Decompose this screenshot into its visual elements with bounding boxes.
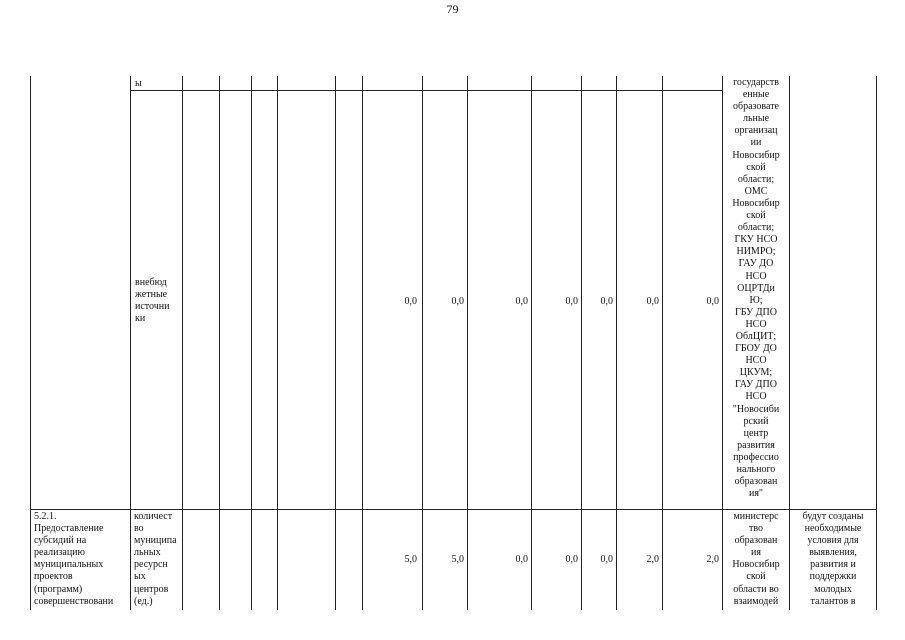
table-vline [251, 76, 252, 610]
value-cell: 2,0 [646, 554, 659, 565]
source-cell-tail: ы [135, 78, 142, 89]
value-cell: 0,0 [565, 296, 578, 307]
table-vline [130, 76, 131, 610]
executors-cell: министерс тво образован ия Новосибир ской области во взаимодей [732, 511, 780, 607]
table-hline [130, 90, 722, 91]
table-vline [182, 76, 183, 610]
value-cell: 0,0 [515, 554, 528, 565]
value-cell: 5,0 [451, 554, 464, 565]
value-cell: 0,0 [646, 296, 659, 307]
table-hline [30, 509, 876, 510]
table-vline [531, 76, 532, 610]
table-vline [876, 76, 877, 610]
table-vline [789, 76, 790, 610]
table-vline [30, 76, 31, 610]
value-cell: 0,0 [600, 296, 613, 307]
value-cell: 0,0 [515, 296, 528, 307]
expected-result-cell: будут созданы необходимые условия для выявления, развития и поддержки молодых талантов в [802, 511, 864, 607]
value-cell: 0,0 [565, 554, 578, 565]
table-vline [219, 76, 220, 610]
table-vline [616, 76, 617, 610]
value-cell: 0,0 [451, 296, 464, 307]
table-vline [335, 76, 336, 610]
value-cell: 0,0 [706, 296, 719, 307]
table-vline [422, 76, 423, 610]
page-number: 79 [446, 2, 459, 16]
table-vline [722, 76, 723, 610]
value-cell: 0,0 [600, 554, 613, 565]
value-cell: 0,0 [404, 296, 417, 307]
value-cell: 5,0 [404, 554, 417, 565]
table-vline [277, 76, 278, 610]
table-vline [467, 76, 468, 610]
value-cell: 2,0 [706, 554, 719, 565]
measure-name-cell: 5.2.1. Предоставление субсидий на реализацию муниципальных проектов (программ) совершенствовани [34, 511, 114, 607]
indicator-cell: количест во муниципа льных ресурсн ых центров (ед.) [134, 511, 177, 607]
table-vline [581, 76, 582, 610]
source-cell: внебюд жетные источни ки [135, 277, 170, 325]
table-vline [362, 76, 363, 610]
table-vline [662, 76, 663, 610]
executors-cell: государств енные образовате льные организац ии Новосибир ской области; ОМС Новосибир ской области; ГКУ НСО НИМРО; ГАУ ДО НСО ОЦРТДи Ю; ГБУ ДПО НСО ОблЦИТ; ГБОУ ДО НСО ЦКУМ; ГАУ ДПО НСО "Новосиби рский центр развития профессио нального образован ия" [732, 77, 780, 500]
